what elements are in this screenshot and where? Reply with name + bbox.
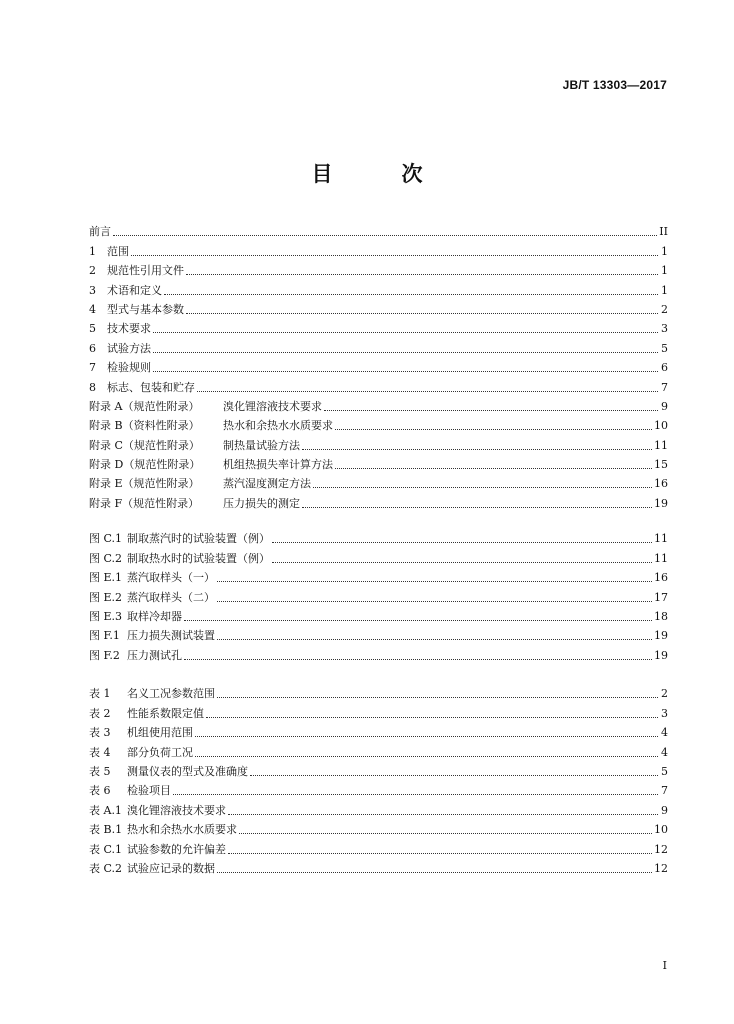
- toc-entry[interactable]: [89, 624, 668, 643]
- standard-code: JB/T 13303—2017: [562, 78, 667, 92]
- toc-entry-page: 16: [654, 477, 668, 491]
- toc-entry[interactable]: [89, 414, 668, 433]
- toc-entry-page: 9: [661, 803, 668, 817]
- toc-entry[interactable]: [89, 779, 668, 798]
- dot-leader: [217, 696, 658, 698]
- toc-entry-label: 蒸汽湿度测定方法: [223, 477, 311, 491]
- toc-entry-page: 3: [661, 322, 668, 336]
- toc-entry-page: 18: [654, 609, 668, 623]
- toc-entry-page: II: [659, 225, 668, 239]
- toc-entry-number: 附录 E（规范性附录）: [89, 477, 200, 491]
- dot-leader: [228, 813, 658, 815]
- toc-entry-label: 压力测试孔: [127, 648, 182, 662]
- toc-entry[interactable]: [89, 798, 668, 817]
- toc-entry-label: 部分负荷工况: [127, 745, 193, 759]
- toc-entry-number: 附录 A（规范性附录）: [89, 399, 200, 413]
- toc-entry[interactable]: [89, 643, 668, 662]
- toc-entry[interactable]: [89, 585, 668, 604]
- toc-entry-number: 图 C.2: [89, 551, 123, 565]
- dot-leader: [272, 561, 652, 563]
- toc-entry-number: 2: [89, 264, 96, 278]
- toc-entry-label: 标志、包装和贮存: [107, 380, 195, 394]
- toc-entry-number: 图 C.1: [89, 532, 123, 546]
- toc-entry-page: 11: [654, 551, 668, 565]
- dot-leader: [217, 580, 652, 582]
- toc-entry-page: 11: [654, 438, 668, 452]
- dot-leader: [228, 852, 652, 854]
- toc-entry-label: 前言: [89, 225, 111, 239]
- dot-leader: [186, 273, 658, 275]
- toc-entry-number: 表 C.1: [89, 842, 123, 856]
- toc-entry-number: 7: [89, 361, 96, 375]
- toc-entry-page: 12: [654, 842, 668, 856]
- toc-entry-page: 15: [654, 458, 668, 472]
- toc-entry[interactable]: [89, 472, 668, 491]
- page-number: I: [662, 959, 667, 972]
- toc-entry-number: 表 4: [89, 745, 111, 759]
- dot-leader: [302, 506, 652, 508]
- toc-entry-label: 机组使用范围: [127, 726, 193, 740]
- dot-leader: [197, 390, 658, 392]
- toc-entry-label: 蒸汽取样头（二）: [127, 590, 215, 604]
- toc-entry[interactable]: [89, 278, 668, 297]
- toc-entry-number: 表 A.1: [89, 803, 122, 817]
- toc-entry[interactable]: [89, 453, 668, 472]
- toc-entry-label: 制取蒸汽时的试验装置（例）: [127, 532, 270, 546]
- toc-main-entries: [89, 220, 668, 511]
- toc-entry-page: 5: [661, 341, 668, 355]
- toc-figure-entries: [89, 527, 668, 663]
- toc-entry[interactable]: [89, 356, 668, 375]
- page-title: 目 次: [311, 162, 447, 186]
- toc-entry-label: 溴化锂溶液技术要求: [127, 803, 226, 817]
- toc-entry-number: 5: [89, 322, 96, 336]
- toc-entry-number: 图 E.1: [89, 571, 123, 585]
- dot-leader: [272, 541, 652, 543]
- toc-entry[interactable]: [89, 837, 668, 856]
- toc-entry-number: 图 F.1: [89, 629, 120, 643]
- toc-entry-label: 检验规则: [107, 361, 151, 375]
- toc-entry[interactable]: [89, 566, 668, 585]
- toc-entry-label: 试验应记录的数据: [127, 861, 215, 875]
- toc-entry-number: 表 6: [89, 784, 111, 798]
- toc-entry-page: 19: [654, 629, 668, 643]
- toc-entry-label: 测量仪表的型式及准确度: [127, 764, 248, 778]
- dot-leader: [195, 735, 658, 737]
- toc-entry-label: 热水和余热水水质要求: [223, 419, 333, 433]
- dot-leader: [250, 774, 658, 776]
- toc-entry-page: 7: [661, 784, 668, 798]
- toc-entry-label: 试验方法: [107, 341, 151, 355]
- toc-entry-page: 6: [661, 361, 668, 375]
- toc-entry-number: 表 5: [89, 764, 111, 778]
- toc-entry-number: 3: [89, 283, 96, 297]
- toc-entry-page: 2: [661, 302, 668, 316]
- toc-entry-number: 表 C.2: [89, 861, 123, 875]
- toc-entry-page: 3: [661, 706, 668, 720]
- toc-entry-page: 1: [661, 283, 668, 297]
- toc-entry-label: 制取热水时的试验装置（例）: [127, 551, 270, 565]
- toc-entry-label: 术语和定义: [107, 283, 162, 297]
- toc-entry-label: 规范性引用文件: [107, 264, 184, 278]
- dot-leader: [335, 467, 652, 469]
- toc-entry[interactable]: [89, 818, 668, 837]
- toc-entry[interactable]: [89, 605, 668, 624]
- toc-entry[interactable]: [89, 317, 668, 336]
- dot-leader: [153, 370, 658, 372]
- dot-leader: [313, 486, 652, 488]
- toc-entry[interactable]: [89, 298, 668, 317]
- toc-entry-number: 表 1: [89, 687, 111, 701]
- toc-entry[interactable]: [89, 259, 668, 278]
- toc-entry-label: 制热量试验方法: [223, 438, 300, 452]
- toc-entry[interactable]: [89, 491, 668, 510]
- toc-entry[interactable]: [89, 740, 668, 759]
- toc-entry[interactable]: [89, 527, 668, 546]
- toc-entry[interactable]: [89, 721, 668, 740]
- toc-entry-number: 附录 B（资料性附录）: [89, 419, 200, 433]
- toc-entry-number: 附录 F（规范性附录）: [89, 496, 200, 510]
- dot-leader: [217, 871, 652, 873]
- toc-entry-page: 7: [661, 380, 668, 394]
- toc-entry-page: 10: [654, 419, 668, 433]
- dot-leader: [113, 234, 657, 236]
- toc-entry-number: 附录 C（规范性附录）: [89, 438, 200, 452]
- toc-entry-label: 范围: [107, 244, 129, 258]
- dot-leader: [184, 619, 652, 621]
- toc-entry-label: 蒸汽取样头（一）: [127, 571, 215, 585]
- toc-entry-page: 4: [661, 745, 668, 759]
- toc-entry-label: 性能系数限定值: [127, 706, 204, 720]
- toc-entry-number: 表 3: [89, 726, 111, 740]
- toc-entry-page: 9: [661, 399, 668, 413]
- dot-leader: [302, 448, 652, 450]
- toc-entry-page: 17: [654, 590, 668, 604]
- toc-entry-label: 型式与基本参数: [107, 302, 184, 316]
- toc-entry-number: 6: [89, 341, 96, 355]
- toc-entry-page: 19: [654, 648, 668, 662]
- dot-leader: [195, 755, 658, 757]
- toc-entry[interactable]: [89, 220, 668, 239]
- toc-entry-page: 5: [661, 764, 668, 778]
- toc-entry-number: 8: [89, 380, 96, 394]
- toc-entry[interactable]: [89, 857, 668, 876]
- toc-entry-page: 1: [661, 264, 668, 278]
- toc-entry-number: 图 E.2: [89, 590, 123, 604]
- dot-leader: [335, 428, 652, 430]
- toc-entry[interactable]: [89, 375, 668, 394]
- dot-leader: [206, 716, 658, 718]
- dot-leader: [217, 638, 652, 640]
- toc-entry-label: 名义工况参数范围: [127, 687, 215, 701]
- toc-entry-label: 技术要求: [107, 322, 151, 336]
- toc-entry-page: 19: [654, 496, 668, 510]
- toc-entry-number: 图 F.2: [89, 648, 120, 662]
- dot-leader: [173, 793, 658, 795]
- toc-entry-label: 热水和余热水水质要求: [127, 823, 237, 837]
- dot-leader: [153, 351, 658, 353]
- dot-leader: [324, 409, 658, 411]
- dot-leader: [184, 658, 652, 660]
- toc-entry-number: 表 B.1: [89, 823, 123, 837]
- toc-entry[interactable]: [89, 433, 668, 452]
- dot-leader: [153, 331, 658, 333]
- toc-entry-label: 压力损失的测定: [223, 496, 300, 510]
- toc-entry-label: 溴化锂溶液技术要求: [223, 399, 322, 413]
- toc-entry-number: 附录 D（规范性附录）: [89, 458, 201, 472]
- toc-entry[interactable]: [89, 395, 668, 414]
- dot-leader: [217, 600, 652, 602]
- toc-entry-label: 检验项目: [127, 784, 171, 798]
- toc-entry-label: 压力损失测试装置: [127, 629, 215, 643]
- toc-entry[interactable]: [89, 336, 668, 355]
- toc-entry-page: 11: [654, 532, 668, 546]
- toc-entry-label: 试验参数的允许偏差: [127, 842, 226, 856]
- toc-entry[interactable]: [89, 701, 668, 720]
- toc-entry[interactable]: [89, 682, 668, 701]
- toc-entry-page: 2: [661, 687, 668, 701]
- toc-entry-number: 图 E.3: [89, 609, 123, 623]
- toc-entry-page: 4: [661, 726, 668, 740]
- toc-entry-page: 16: [654, 571, 668, 585]
- toc-entry[interactable]: [89, 239, 668, 258]
- toc-entry-label: 机组热损失率计算方法: [223, 458, 333, 472]
- dot-leader: [164, 293, 658, 295]
- toc-entry-page: 12: [654, 861, 668, 875]
- dot-leader: [239, 832, 652, 834]
- toc-table-entries: [89, 682, 668, 876]
- toc-entry[interactable]: [89, 546, 668, 565]
- toc-entry[interactable]: [89, 760, 668, 779]
- toc-entry-label: 取样冷却器: [127, 609, 182, 623]
- toc-entry-number: 4: [89, 302, 96, 316]
- dot-leader: [131, 254, 658, 256]
- toc-entry-number: 表 2: [89, 706, 111, 720]
- toc-entry-page: 10: [654, 823, 668, 837]
- toc-entry-page: 1: [661, 244, 668, 258]
- dot-leader: [186, 312, 658, 314]
- toc-entry-number: 1: [89, 244, 96, 258]
